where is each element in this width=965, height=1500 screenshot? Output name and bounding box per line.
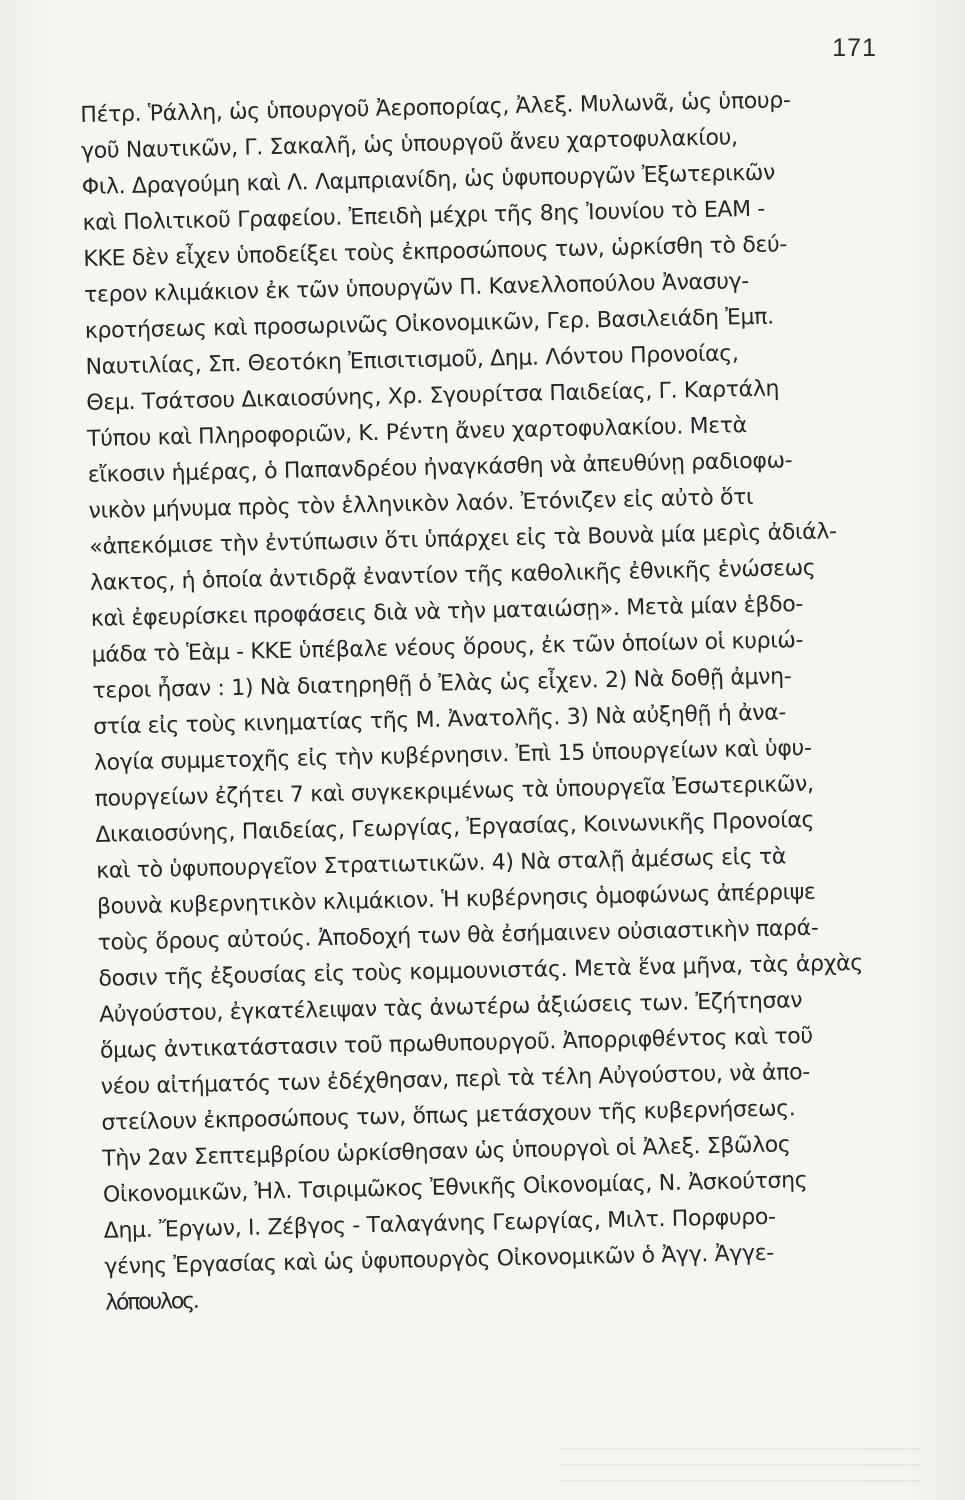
text-line: Ναυτιλίας, Σπ. Θεοτόκη Ἐπισιτισμοῦ, Δημ. Λόντου Προνοίας, <box>85 341 739 380</box>
text-line: τερον κλιμάκιον ἐκ τῶν ὑπουργῶν Π. Κανελλοπούλου Ἀνασυγ- <box>83 269 750 308</box>
text-line: Θεμ. Τσάτσου Δικαιοσύνης, Χρ. Σγουρίτσα Παιδείας, Γ. Καρτάλη <box>86 376 780 416</box>
text-line: καὶ Πολιτικοῦ Γραφείου. Ἐπειδὴ μέχρι τῆς 8ης Ἰουνίου τὸ ΕΑΜ - <box>82 196 766 236</box>
text-line: στία εἰς τοὺς κινηματίας τῆς Μ. Ἀνατολῆς. 3) Νὰ αὐξηθῇ ἡ ἀνα- <box>92 700 787 740</box>
text-line: γένης Ἐργασίας καὶ ὡς ὑφυπουργὸς Οἰκονομικῶν ὁ Ἀγγ. Ἀγγε- <box>104 1240 775 1280</box>
show-through-text <box>560 1448 920 1494</box>
text-line: Οἰκονομικῶν, Ἠλ. Τσιριμῶκος Ἐθνικῆς Οἰκονομίας, Ν. Ἀσκούτσης <box>102 1168 808 1208</box>
text-line: Πέτρ. Ῥάλλη, ὡς ὑπουργοῦ Ἀεροπορίας, Ἀλεξ. Μυλωνᾶ, ὡς ὑπουρ- <box>80 88 791 128</box>
page-number: 171 <box>832 34 877 62</box>
text-line: ὅμως ἀντικατάστασιν τοῦ πρωθυπουργοῦ. Ἀπορριφθέντος καὶ τοῦ <box>99 1023 813 1064</box>
text-line: γοῦ Ναυτικῶν, Γ. Σακαλῆ, ὡς ὑπουργοῦ ἄνευ χαρτοφυλακίου, <box>80 125 738 164</box>
text-line: καὶ ἐφευρίσκει προφάσεις διὰ νὰ τὴν ματαιώσῃ». Μετὰ μίαν ἑβδο- <box>90 591 804 632</box>
text-line: λόπουλος. <box>104 1288 198 1316</box>
text-line: πουργείων ἐζήτει 7 καὶ συγκεκριμένως τὰ ὑπουργεῖα Ἐσωτερικῶν, <box>94 771 814 812</box>
text-line: Φιλ. Δραγούμη καὶ Λ. Λαμπριανίδη, ὡς ὑφυπουργῶν Ἐξωτερικῶν <box>81 160 776 200</box>
text-line: Δημ. Ἔργων, Ι. Ζέβγος - Ταλαγάνης Γεωργίας, Μιλτ. Πορφυρο- <box>103 1204 776 1244</box>
text-line: «ἀπεκόμισε τὴν ἐντύπωσιν ὅτι ὑπάρχει εἰς τὰ Βουνὰ μία μερὶς ἀδιάλ- <box>89 519 837 560</box>
text-line: τοὺς ὅρους αὐτούς. Ἀποδοχή των θὰ ἐσήμαινεν οὐσιαστικὴν παρά- <box>97 915 819 956</box>
text-line: ΚΚΕ δὲν εἶχεν ὑποδείξει τοὺς ἐκπροσώπους των, ὡρκίσθη τὸ δεύ- <box>83 232 788 272</box>
text-line: καὶ τὸ ὑφυπουργεῖον Στρατιωτικῶν. 4) Νὰ σταλῇ ἀμέσως εἰς τὰ <box>95 844 787 884</box>
text-line: τεροι ἦσαν : 1) Νὰ διατηρηθῇ ὁ Ἐλὰς ὡς εἶχεν. 2) Νὰ δοθῇ ἀμνη- <box>92 664 792 704</box>
text-line: Τύπου καὶ Πληροφοριῶν, Κ. Ρέντη ἄνευ χαρτοφυλακίου. Μετὰ <box>86 413 748 452</box>
text-line: βουνὰ κυβερνητικὸν κλιμάκιον. Ἡ κυβέρνησις ὁμοφώνως ἀπέρριψε <box>96 879 816 920</box>
text-line: νικὸν μήνυμα πρὸς τὸν ἑλληνικὸν λαόν. Ἐτόνιζεν εἰς αὐτὸ ὅτι <box>88 484 754 524</box>
text-line: λακτος, ἡ ὁποία ἀντιδρᾷ ἐναντίον τῆς καθολικῆς ἐθνικῆς ἑνώσεως <box>89 555 816 596</box>
text-line: εἴκοσιν ἡμέρας, ὁ Παπανδρέου ἠναγκάσθη νὰ ἀπευθύνῃ ραδιοφω- <box>87 448 793 488</box>
text-line: Αὐγούστου, ἐγκατέλειψαν τὰς ἀνωτέρω ἀξιώσεις των. Ἐζήτησαν <box>98 988 803 1028</box>
text-line: λογία συμμετοχῆς εἰς τὴν κυβέρνησιν. Ἐπὶ 15 ὑπουργείων καὶ ὑφυ- <box>93 735 812 776</box>
text-line: Τὴν 2αν Σεπτεμβρίου ὡρκίσθησαν ὡς ὑπουργοὶ οἱ Ἀλεξ. Σβῶλος <box>101 1132 791 1172</box>
text-line: κροτήσεως καὶ προσωρινῶς Οἰκονομικῶν, Γερ. Βασιλειάδη Ἐμπ. <box>84 304 774 344</box>
text-line: στείλουν ἐκπροσώπους των, ὅπως μετάσχουν τῆς κυβερνήσεως. <box>101 1096 796 1136</box>
text-line: μάδα τὸ Ἑὰμ - ΚΚΕ ὑπέβαλε νέους ὅρους, ἐκ τῶν ὁποίων οἱ κυριώ- <box>91 627 804 668</box>
body-text <box>80 80 945 1321</box>
text-line: δοσιν τῆς ἐξουσίας εἰς τοὺς κομμουνιστάς. Μετὰ ἕνα μῆνα, τὰς ἀρχὰς <box>98 950 864 992</box>
text-line: νέου αἰτήματός των ἐδέχθησαν, περὶ τὰ τέλη Αὐγούστου, νὰ ἀπο- <box>100 1059 811 1100</box>
text-line: Δικαιοσύνης, Παιδείας, Γεωργίας, Ἐργασίας, Κοινωνικῆς Προνοίας <box>95 807 815 848</box>
